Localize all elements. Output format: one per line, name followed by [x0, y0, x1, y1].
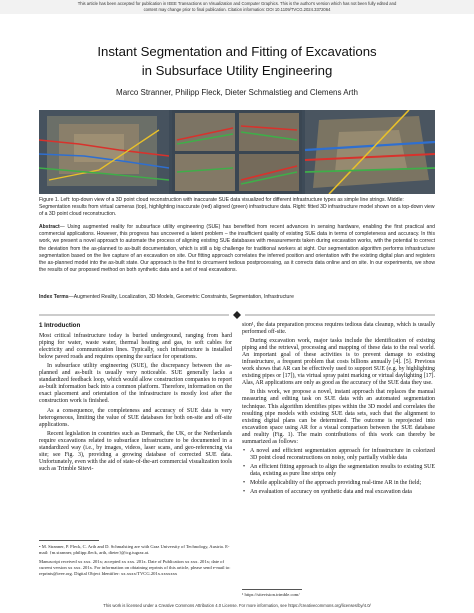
right-paragraph-3: In this work, we propose a novel, instant approach that replaces the manual measuring and editing task on SUE data with an automated segmentation technique. This algorithm identifies pipes within the 3D model and correlates the resulting pipe models with existing SUE data sets, such that the alignment to existing digital plans can be determined. The outcome is reprojected into excavation space using AR for a visual comparison between the SUE database and reality (Fig. 1). The main contributions of this work can thereby be summarized as follows:	[242, 389, 435, 445]
right-footnote	[242, 589, 435, 597]
figure-right-panel	[305, 110, 435, 194]
sitevision-footnote: ¹ https://sitevision.trimble.com/	[242, 591, 300, 597]
separator-ornament	[39, 310, 435, 320]
header-note-line2: content may change prior to final publication. Citation information: DOI 10.1109/TVCG.2024.3372064	[143, 7, 331, 12]
intro-paragraph-1: Most critical infrastructure today is buried underground, ranging from hard piping for water, waste water, thermal heating and gas, to soft cables for electricity and communication lines. Typically, such infrastructure is installed below paved roads and requires opening the surface for operations.	[39, 333, 232, 361]
intro-paragraph-4: Recent legislation in countries such as Denmark, the UK, or the Netherlands require excavations related to subsurface infrastructure to be documented in a standardized way (i.e., by images, videos, laser scans, and geo-referencing via site; see Fig. 3), providing a growing database of corrected SUE data. Unfortunately, even with the aid of state-of-the-art commercial visualization tools such as Trimble Sitevi-	[39, 430, 232, 472]
left-column	[39, 322, 232, 475]
bullet-icon: •	[243, 447, 246, 454]
right-paragraph-2: During excavation work, major tasks include the identification of existing piping and the retrieval, processing and mapping of these data to the real world. An important goal of these activities is to prevent damage to existing infrastructure, a frequent problem that costs billions annually [4]. [5]. Previous work shows that AR can be effectively used to support SUE (e.g. by highlighting existing pipes or [17]), via virtual spray paint marking or virtual daylighting [17]. Alas, AR applications are only as good as the accuracy of the SUE data they use.	[242, 338, 435, 387]
figure-middle-panel	[172, 110, 302, 194]
section-title-introduction: 1 Introduction	[39, 322, 81, 329]
index-terms-text: —Augmented Reality, Localization, 3D Models, Geometric Constraints, Segmentation, Infrastructure	[68, 294, 294, 300]
bullet-icon: •	[243, 489, 246, 496]
contribution-item	[242, 480, 435, 487]
manuscript-footnote: Manuscript received xx xxx. 201x; accepted xx xxx. 201x. Date of Publication xx xxx. 201x; date of current version xx xxx. 201x. For information on obtaining reprints of this article, please send e-mail to: reprints@ieee.org. Digital Object Identifier: xx.xxxx/TVCG.201x.xxxxxxx	[39, 558, 231, 576]
contribution-text: Mobile applicability of the approach providing real-time AR in the field;	[250, 479, 422, 486]
right-paragraph-1: sion¹, the data preparation process requires tedious data cleanup, which is usually performed off-site.	[242, 322, 435, 336]
footnote-rule	[242, 589, 302, 590]
footnote-rule	[39, 540, 99, 541]
contribution-list	[242, 448, 435, 496]
contribution-item	[242, 464, 435, 478]
left-footnotes	[39, 540, 232, 580]
index-terms	[39, 294, 435, 300]
right-column	[242, 322, 435, 498]
teaser-figure	[39, 110, 435, 194]
contribution-text: A novel and efficient segmentation approach for infrastructure in colorized 3D point cloud reconstructions on noisy, only partially visible data	[250, 447, 435, 461]
contribution-text: An evaluation of accuracy on synthetic data and real excavation data	[250, 489, 412, 496]
intro-paragraph-2: In subsurface utility engineering (SUE), the discrepancy between the as-planned and as-built is usually very noticeable. SUE generally lacks a standardized feedback loop, which would allow construction companies to report as-built information back into a common platform. Therefore, information on the exact placement and orientation of the infrastructure is mostly lost after the construction work is finished.	[39, 363, 232, 405]
abstract-label: Abstract	[39, 224, 60, 230]
contribution-item	[242, 489, 435, 496]
figure-left-panel	[39, 110, 169, 194]
index-terms-label: Index Terms	[39, 294, 69, 300]
header-note-line1: This article has been accepted for publication in IEEE Transactions on Visualization and Computer Graphics. This is the author's version which has not been fully edited and	[77, 1, 397, 6]
figure-caption: Figure 1. Left: top-down view of a 3D point cloud reconstruction with inaccurate SUE data visualized for different infrastructure types as simple line strings. Middle: Segmentation results from virtual cameras (top), highlighting inaccurate (red) aligned (green) infrastructure data. Right: fitted 3D infrastructure model shown on a top-down view of a 3D point cloud reconstruction.	[39, 197, 435, 218]
affiliation-footnote: • M. Stranner, P. Fleck, C. Arth and D. Schmalstieg are with Graz University of Technology, Austria. E-mail: {m.stranner, philipp.fleck, arth, dieter}@icg.tugraz.at.	[39, 543, 230, 555]
abstract	[39, 224, 435, 274]
paper-title-line2: in Subsurface Utility Engineering	[141, 63, 333, 78]
bullet-icon: •	[243, 479, 246, 486]
contribution-item	[242, 448, 435, 462]
author-list: Marco Stranner, Philipp Fleck, Dieter Schmalstieg and Clemens Arth	[116, 88, 358, 97]
teaser-figure-image	[39, 110, 435, 194]
bullet-icon: •	[243, 463, 246, 470]
paper-title-line1: Instant Segmentation and Fitting of Excavations	[97, 44, 377, 59]
license-footer: This work is licensed under a Creative Commons Attribution 4.0 License. For more information, see https://creativecommons.org/licenses/by/4.0/	[103, 603, 371, 608]
intro-paragraph-3: As a consequence, the completeness and accuracy of SUE data is very heterogeneous, limiting the value of SUE databases for both on-site and off-site applications.	[39, 407, 232, 428]
section-separator	[39, 307, 435, 317]
abstract-text: — Using augmented reality for subsurface utility engineering (SUE) has benefited from recent advances in sensing hardware, enabling the first practical and commercial applications. However, this progress has uncovered a latent problem – the insufficient quality of existing SUE data in terms of completeness and accuracy. In this work, we present a novel approach to automate the process of aligning existing SUE databases with measurements taken during excavation works, with the potential to correct the deviation from the as-planned to as-built documentation, which is still a big challenge for traditional workers at sight. Our segmentation algorithm performs infrastructure segmentation based on the live capture of an excavation on site. Our fitting approach correlates the inferred position and orientation with the existing digital plan and registers the as-planned model into the as-built state. Our approach is the first to circumvent tedious postprocessing, as it corrects data online and on site. In our experiments, we show the results of our proposed method on both synthetic data and a set of real excavations.	[39, 224, 435, 274]
contribution-text: An efficient fitting approach to align the segmentation results to existing SUE data, existing as pure line strips only	[250, 463, 435, 477]
